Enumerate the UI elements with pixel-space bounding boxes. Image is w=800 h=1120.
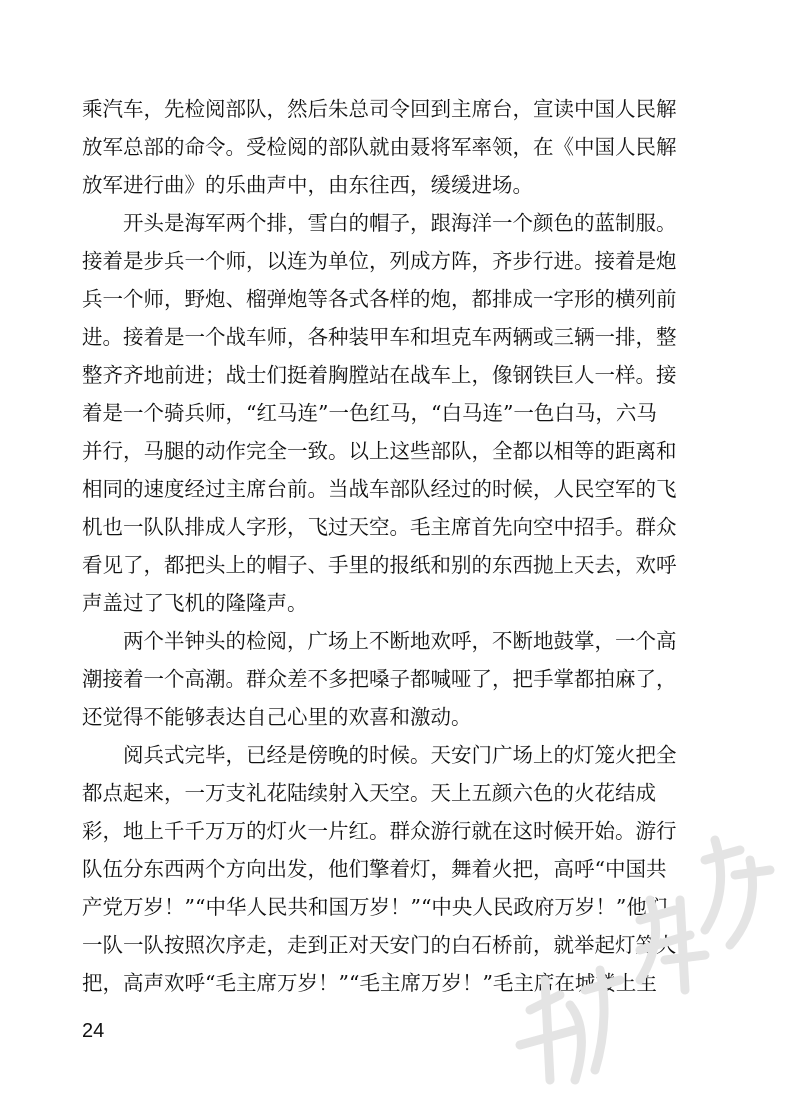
text-line: 兵一个师，野炮、榴弹炮等各式各样的炮，都排成一字形的横列前 xyxy=(82,287,677,311)
page-number: 24 xyxy=(82,1020,105,1042)
text-line: 潮接着一个高潮。群众差不多把嗓子都喊哑了，把手掌都拍麻了， xyxy=(82,667,677,691)
text-line: 彩，地上千千万万的灯火一片红。群众游行就在这时候开始。游行 xyxy=(82,819,677,843)
text-line: 放军进行曲》的乐曲声中，由东往西，缓缓进场。 xyxy=(82,173,533,197)
text-line: 机也一队队排成人字形，飞过天空。毛主席首先向空中招手。群众 xyxy=(82,515,677,539)
text-line: 声盖过了飞机的隆隆声。 xyxy=(82,591,308,615)
text-line: 接着是步兵一个师，以连为单位，列成方阵，齐步行进。接着是炮 xyxy=(82,249,677,273)
text-line: 一队一队按照次序走，走到正对天安门的白石桥前，就举起灯笼火 xyxy=(82,933,677,957)
paragraph-first-line: 两个半钟头的检阅，广场上不断地欢呼，不断地鼓掌，一个高 xyxy=(123,629,677,653)
text-line: 看见了，都把头上的帽子、手里的报纸和别的东西抛上天去，欢呼 xyxy=(82,553,677,577)
text-line: 把，高声欢呼“毛主席万岁！”“毛主席万岁！”毛主席在城楼上主 xyxy=(82,971,657,995)
paragraph-first-line: 阅兵式完毕，已经是傍晚的时候。天安门广场上的灯笼火把全 xyxy=(123,743,677,767)
text-line: 都点起来，一万支礼花陆续射入天空。天上五颜六色的火花结成 xyxy=(82,781,656,805)
text-line: 放军总部的命令。受检阅的部队就由聂将军率领，在《中国人民解 xyxy=(82,135,677,159)
text-line: 着是一个骑兵师，“红马连”一色红马，“白马连”一色白马，六马 xyxy=(82,401,657,425)
text-line: 队伍分东西两个方向出发，他们擎着灯，舞着火把，高呼“中国共 xyxy=(82,857,667,881)
text-line: 产党万岁！”“中华人民共和国万岁！”“中央人民政府万岁！”他们 xyxy=(82,895,668,919)
text-line: 整齐齐地前进；战士们挺着胸膛站在战车上，像钢铁巨人一样。接 xyxy=(82,363,677,387)
text-line: 进。接着是一个战车师，各种装甲车和坦克车两辆或三辆一排，整 xyxy=(82,325,677,349)
text-line: 还觉得不能够表达自己心里的欢喜和激动。 xyxy=(82,705,472,729)
paragraph-first-line: 开头是海军两个排，雪白的帽子，跟海洋一个颜色的蓝制服。 xyxy=(123,211,677,235)
text-line: 并行，马腿的动作完全一致。以上这些部队，全都以相等的距离和 xyxy=(82,439,677,463)
watermark-seal xyxy=(490,830,780,1100)
text-line: 相同的速度经过主席台前。当战车部队经过的时候，人民空军的飞 xyxy=(82,477,677,501)
text-line: 乘汽车，先检阅部队，然后朱总司令回到主席台，宣读中国人民解 xyxy=(82,97,677,121)
